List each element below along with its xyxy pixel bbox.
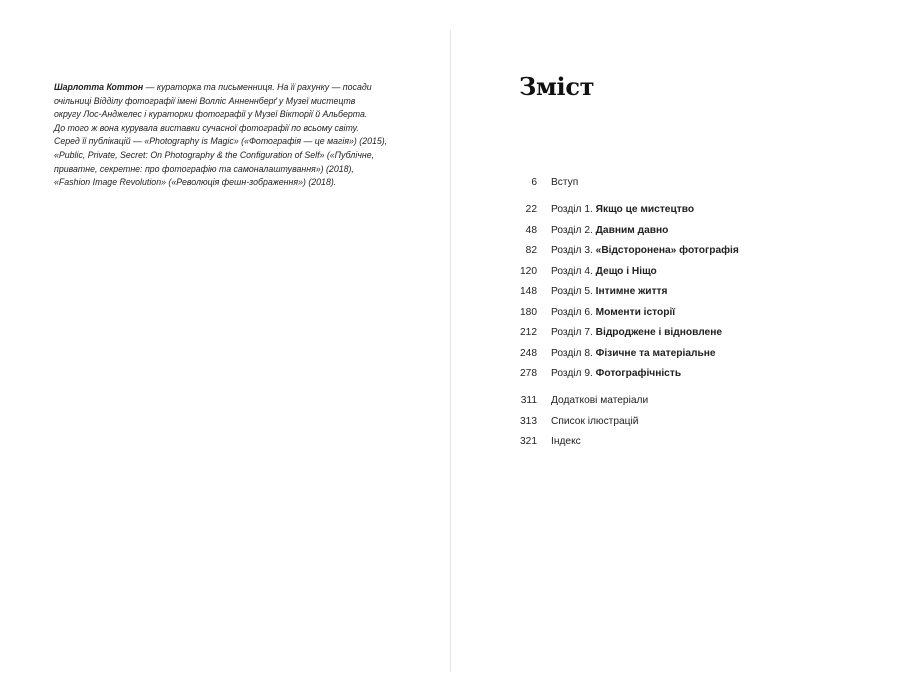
toc-entry-chapter-4[interactable] xyxy=(451,263,900,284)
toc-entry-label xyxy=(551,263,657,280)
toc-entry-chapter-1[interactable] xyxy=(451,201,900,222)
toc-entry-label xyxy=(551,304,675,321)
author-name: Шарлотта Коттон xyxy=(54,82,144,92)
author-bio xyxy=(54,81,388,190)
toc-chapters-group xyxy=(451,201,900,386)
toc-page-number: 22 xyxy=(525,204,537,215)
toc-entry-label xyxy=(551,242,739,259)
toc-entry-label: Додаткові матеріали xyxy=(551,395,649,406)
right-page xyxy=(451,0,900,700)
chapter-prefix: Розділ 4. xyxy=(551,265,596,277)
toc-page-number: 82 xyxy=(525,245,537,256)
bio-line: «Public, Private, Secret: On Photography & the Configuration of Self» («Публічне, xyxy=(54,149,375,160)
bio-line: «Fashion Image Revolution» («Революція фешн-зображення») (2018). xyxy=(54,177,337,188)
toc-entry-chapter-8[interactable] xyxy=(451,345,900,366)
chapter-prefix: Розділ 9. xyxy=(551,368,596,379)
chapter-prefix: Розділ 7. xyxy=(551,327,596,338)
toc-entry-chapter-5[interactable] xyxy=(451,283,900,304)
chapter-prefix: Розділ 3. xyxy=(551,245,596,256)
toc-page-number: 48 xyxy=(525,224,537,236)
toc-entry-illustrations-list[interactable] xyxy=(451,413,900,434)
bio-line: До того ж вона курувала виставки сучасної фотографії по всьому світу. xyxy=(54,122,359,133)
toc-entry-additional-materials[interactable] xyxy=(451,392,900,413)
toc-page-number: 278 xyxy=(520,368,537,379)
toc-page-number: 212 xyxy=(520,327,537,338)
toc-page-number: 313 xyxy=(520,415,537,427)
toc-entry-label xyxy=(551,324,722,341)
toc-entry-label xyxy=(551,283,668,300)
toc-entry-intro[interactable] xyxy=(451,174,900,195)
chapter-name: Якщо це мистецтво xyxy=(595,204,695,215)
toc-entry-label xyxy=(551,222,668,239)
bio-line: Серед її публікацій — «Photography is Magic» («Фотографія — це магія») (2015), xyxy=(54,136,388,147)
toc-entry-label: Список ілюстрацій xyxy=(551,415,639,427)
chapter-name: Дещо і Ніщо xyxy=(595,265,657,277)
toc-page-number: 321 xyxy=(520,436,537,447)
toc-entry-label: Індекс xyxy=(551,436,581,447)
chapter-name: «Відсторонена» фотографія xyxy=(595,245,739,256)
toc-entry-index[interactable] xyxy=(451,433,900,454)
bio-line: очільниці Відділу фотографії імені Волліс Анненнберґ у Музеї мистецтв xyxy=(54,95,356,106)
toc-title: Зміст xyxy=(519,72,595,101)
bio-line: приватне, секретне: про фотографію та самоналаштування») (2018), xyxy=(54,163,354,174)
toc-entry-chapter-9[interactable] xyxy=(451,365,900,386)
chapter-name: Фізичне та матеріальне xyxy=(595,347,716,359)
toc-entry-label xyxy=(551,201,694,218)
bio-line-text: — кураторка та письменниця. На її рахунку — посади xyxy=(143,82,372,92)
toc-entry-chapter-6[interactable] xyxy=(451,304,900,325)
chapter-name: Інтимне життя xyxy=(595,286,668,297)
toc-page-number: 311 xyxy=(520,395,537,406)
chapter-name: Моменти історії xyxy=(595,306,676,318)
toc-entry-label xyxy=(551,345,716,362)
chapter-prefix: Розділ 5. xyxy=(551,286,596,297)
toc-entry-chapter-3[interactable] xyxy=(451,242,900,263)
toc-page-number: 6 xyxy=(531,177,537,188)
toc-entry-label: Вступ xyxy=(551,177,579,188)
toc-page-number: 120 xyxy=(520,265,537,277)
toc-page-number: 180 xyxy=(520,306,537,318)
toc-entry-chapter-2[interactable] xyxy=(451,222,900,243)
chapter-name: Фотографічність xyxy=(595,368,682,379)
toc-entry-chapter-7[interactable] xyxy=(451,324,900,345)
chapter-prefix: Розділ 1. xyxy=(551,204,596,215)
toc-page-number: 248 xyxy=(520,347,537,359)
chapter-name: Давним давно xyxy=(595,224,669,236)
bio-line xyxy=(54,81,384,95)
bio-line: округу Лос-Анджелес і кураторки фотографії у Музеї Вікторії й Альберта. xyxy=(54,109,368,120)
toc-entry-label xyxy=(551,365,681,382)
chapter-prefix: Розділ 8. xyxy=(551,347,596,359)
toc-page-number: 148 xyxy=(520,286,537,297)
chapter-name: Відроджене і відновлене xyxy=(595,327,723,338)
toc-appendix-group xyxy=(451,392,900,454)
chapter-prefix: Розділ 6. xyxy=(551,306,596,318)
chapter-prefix: Розділ 2. xyxy=(551,224,596,236)
toc-intro-group xyxy=(451,174,900,195)
